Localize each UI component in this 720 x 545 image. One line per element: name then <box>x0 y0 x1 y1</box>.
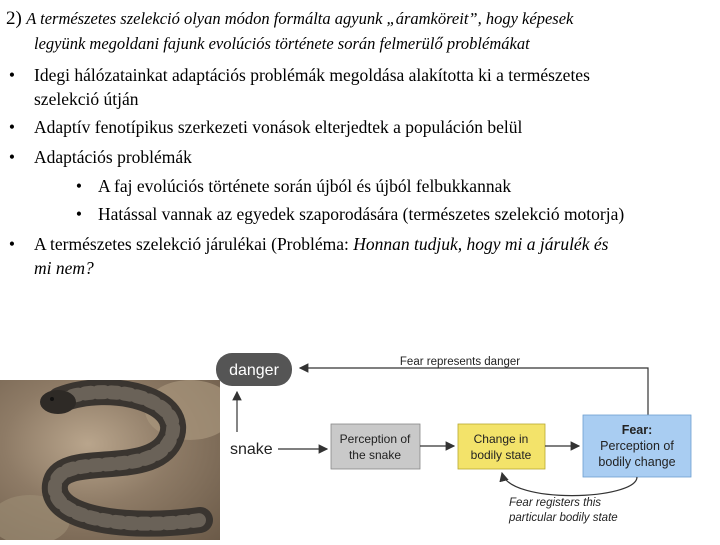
heading-paragraph <box>6 7 712 31</box>
bullet-glyph: • <box>8 147 16 167</box>
sub-bullet-2: Hatással vannak az egyedek szaporodására (természetes szelekció motorja) <box>98 204 625 224</box>
fear-represents-label: Fear represents danger <box>399 356 521 368</box>
bullet-4-line2: mi nem? <box>34 258 94 278</box>
change-node <box>458 424 545 469</box>
danger-label: danger <box>229 362 279 379</box>
heading-line2: legyünk megoldani fajunk evolúciós története során felmerülő problémákat <box>34 34 530 53</box>
heading-line1: A természetes szelekció olyan módon formálta agyunk „áramköreit”, hogy képesek <box>26 9 574 28</box>
bullet-glyph: • <box>8 117 16 137</box>
perception-line2: the snake <box>348 448 402 462</box>
snake-label: snake <box>230 441 273 458</box>
sub-bullet-1: A faj evolúciós története során újból és újból felbukkannak <box>98 176 512 196</box>
snake-illustration <box>0 380 220 540</box>
perception-node <box>331 424 420 469</box>
registers-line2: particular bodily state <box>509 512 618 524</box>
change-line2: bodily state <box>470 448 532 462</box>
fear-represents-arrow <box>300 368 648 415</box>
fear-line2: bodily change <box>598 455 676 469</box>
bullet-3: Adaptációs problémák <box>34 147 192 167</box>
fear-diagram <box>210 340 720 540</box>
bullet-2: Adaptív fenotípikus szerkezeti vonások elterjedtek a populáción belül <box>34 117 523 137</box>
bullet-1-line1: Idegi hálózatainkat adaptációs problémák megoldása alakította ki a természetes <box>34 65 590 85</box>
heading-number: 2) <box>6 8 22 29</box>
diagram-svg <box>210 340 720 540</box>
sub-bullet-glyph: • <box>75 176 83 196</box>
bullet-4-italic: Honnan tudjuk, hogy mi a járulék és <box>353 234 609 254</box>
bullet-glyph: • <box>8 65 16 85</box>
bullet-glyph: • <box>8 234 16 254</box>
perception-line1: Perception of <box>339 432 411 446</box>
bullet-4-line1 <box>34 233 704 256</box>
bullet-1-line2: szelekció útján <box>34 89 139 109</box>
fear-title: Fear: <box>621 423 653 437</box>
snake-photo <box>0 380 220 540</box>
registers-line1: Fear registers this <box>509 497 602 509</box>
bullet-4-normal: A természetes szelekció járulékai (Probléma: <box>34 234 354 254</box>
sub-bullet-glyph: • <box>75 204 83 224</box>
fear-line1: Perception of <box>600 439 674 453</box>
change-line1: Change in <box>473 432 529 446</box>
